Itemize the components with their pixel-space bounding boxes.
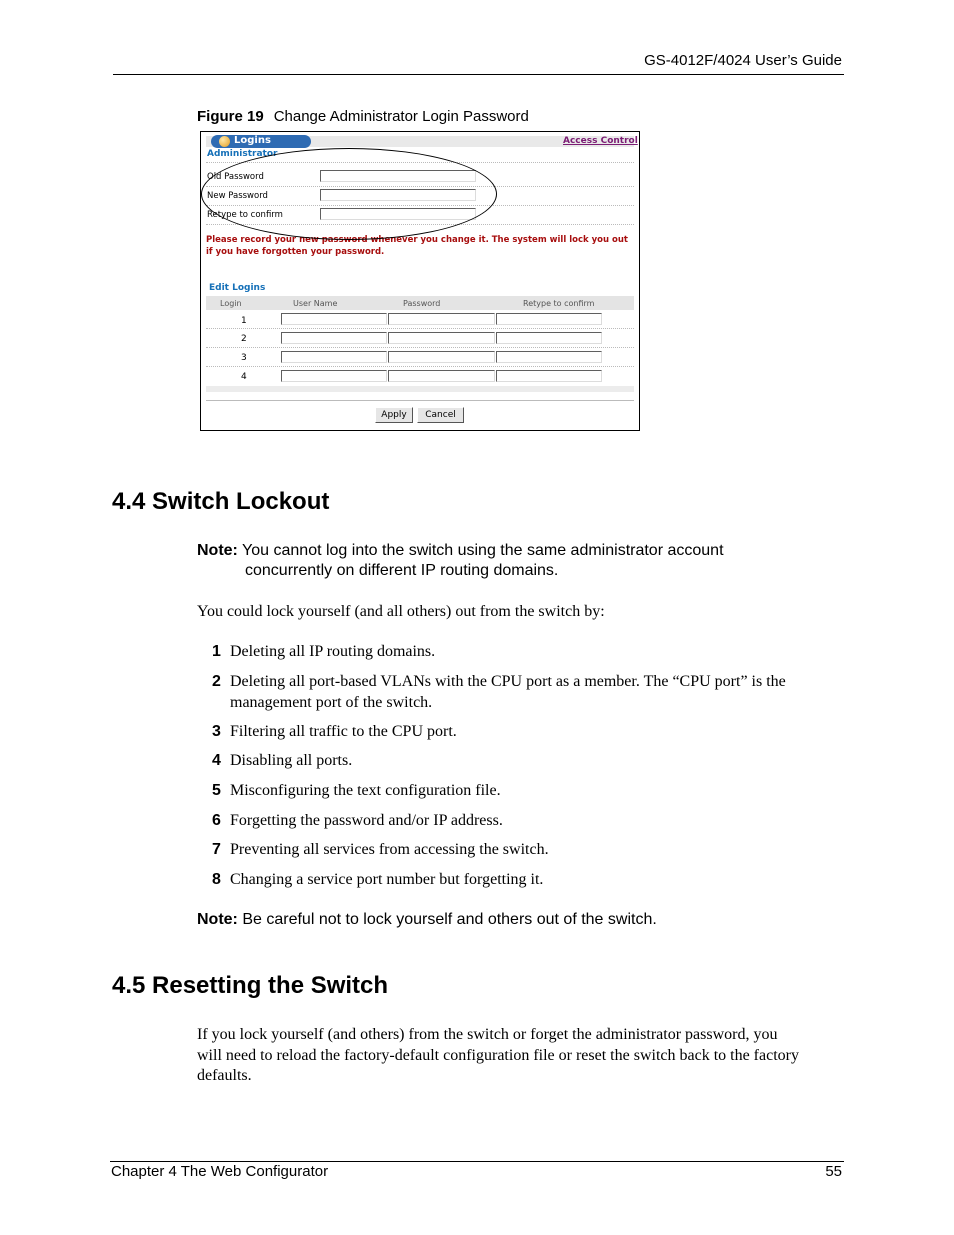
divider bbox=[206, 347, 634, 348]
page-number: 55 bbox=[825, 1163, 842, 1180]
reset-paragraph-line: If you lock yourself (and others) from the switch or forget the administrator password, you bbox=[197, 1026, 778, 1043]
row2-user-name-input[interactable] bbox=[281, 332, 387, 344]
list-item bbox=[212, 840, 842, 861]
list-item-text: Disabling all ports. bbox=[230, 752, 353, 769]
table-row-number: 3 bbox=[241, 353, 247, 363]
logins-tab-icon bbox=[219, 136, 230, 147]
administrator-section-title: Administrator bbox=[207, 149, 278, 159]
row3-user-name-input[interactable] bbox=[281, 351, 387, 363]
header-password: Password bbox=[403, 299, 441, 308]
note-label: Note: bbox=[197, 542, 238, 559]
highlight-ellipse bbox=[201, 148, 497, 240]
row2-retype-input[interactable] bbox=[496, 332, 602, 344]
list-item-number: 6 bbox=[212, 812, 221, 829]
row3-password-input[interactable] bbox=[388, 351, 495, 363]
logins-screenshot bbox=[200, 131, 640, 431]
table-row-number: 2 bbox=[241, 334, 247, 344]
list-item bbox=[212, 722, 842, 743]
list-item bbox=[212, 870, 842, 891]
row3-retype-input[interactable] bbox=[496, 351, 602, 363]
list-item-text: Preventing all services from accessing the switch. bbox=[230, 841, 549, 858]
note-be-careful bbox=[197, 910, 657, 930]
header-retype: Retype to confirm bbox=[523, 299, 595, 308]
note-text: Be careful not to lock yourself and others out of the switch. bbox=[242, 911, 657, 928]
list-item-number: 3 bbox=[212, 723, 221, 740]
row1-user-name-input[interactable] bbox=[281, 313, 387, 325]
old-password-label: Old Password bbox=[207, 172, 264, 182]
list-item-number: 5 bbox=[212, 782, 221, 799]
list-item bbox=[212, 672, 842, 713]
row4-password-input[interactable] bbox=[388, 370, 495, 382]
list-item-text: Forgetting the password and/or IP address. bbox=[230, 812, 503, 829]
divider bbox=[206, 366, 634, 367]
reset-paragraph-line: defaults. bbox=[197, 1067, 252, 1084]
section-4-4-title: 4.4 Switch Lockout bbox=[112, 488, 330, 515]
list-item bbox=[212, 811, 842, 832]
divider bbox=[206, 400, 634, 401]
figure-number: Figure 19 bbox=[197, 108, 264, 125]
list-item-text: Changing a service port number but forgetting it. bbox=[230, 871, 544, 888]
list-item-text: Filtering all traffic to the CPU port. bbox=[230, 723, 457, 740]
new-password-label: New Password bbox=[207, 191, 268, 201]
access-control-link[interactable]: Access Control bbox=[563, 136, 638, 146]
list-item-number: 2 bbox=[212, 673, 221, 690]
header-login: Login bbox=[220, 299, 242, 308]
table-footer-bar bbox=[206, 386, 634, 392]
figure-caption bbox=[197, 108, 529, 125]
row4-retype-input[interactable] bbox=[496, 370, 602, 382]
list-item-number: 7 bbox=[212, 841, 221, 858]
row1-retype-input[interactable] bbox=[496, 313, 602, 325]
list-item-text: Misconfiguring the text configuration file. bbox=[230, 782, 501, 799]
cancel-button[interactable]: Cancel bbox=[417, 407, 464, 423]
header-user-name: User Name bbox=[293, 299, 338, 308]
section-4-5-title: 4.5 Resetting the Switch bbox=[112, 972, 389, 999]
header-rule bbox=[113, 74, 844, 75]
running-header: GS-4012F/4024 User’s Guide bbox=[644, 52, 842, 69]
footer-rule bbox=[110, 1161, 844, 1162]
reset-paragraph-line: will need to reload the factory-default configuration file or reset the switch back to the factory bbox=[197, 1046, 799, 1064]
figure-caption-text: Change Administrator Login Password bbox=[273, 108, 529, 125]
retype-password-label: Retype to confirm bbox=[207, 210, 283, 220]
list-item bbox=[212, 642, 842, 663]
note-label: Note: bbox=[197, 911, 238, 928]
list-item-text: Deleting all port-based VLANs with the CPU port as a member. The “CPU port” is the management port of the switch. bbox=[230, 673, 786, 711]
list-item bbox=[212, 781, 842, 802]
list-item-text: Deleting all IP routing domains. bbox=[230, 643, 436, 660]
tab-logins-label: Logins bbox=[234, 135, 271, 146]
note-text-line2: concurrently on different IP routing domains. bbox=[245, 562, 559, 579]
table-row-number: 1 bbox=[241, 316, 247, 326]
note-cannot-log-in bbox=[197, 541, 724, 581]
apply-button[interactable]: Apply bbox=[375, 407, 413, 423]
list-item-number: 4 bbox=[212, 752, 221, 769]
lockout-intro: You could lock yourself (and all others) out from the switch by: bbox=[197, 603, 605, 620]
footer-chapter: Chapter 4 The Web Configurator bbox=[111, 1163, 329, 1180]
table-row-number: 4 bbox=[241, 372, 247, 382]
list-item-number: 8 bbox=[212, 871, 221, 888]
edit-logins-section-title: Edit Logins bbox=[209, 283, 266, 293]
row1-password-input[interactable] bbox=[388, 313, 495, 325]
list-item-number: 1 bbox=[212, 643, 221, 660]
row4-user-name-input[interactable] bbox=[281, 370, 387, 382]
note-text-line1: You cannot log into the switch using the same administrator account bbox=[242, 542, 724, 559]
list-item bbox=[212, 751, 842, 772]
divider bbox=[206, 328, 634, 329]
password-warning: Please record your new password whenever you change it. The system will lock you out if you have forgotten your password. bbox=[206, 235, 628, 257]
row2-password-input[interactable] bbox=[388, 332, 495, 344]
reset-paragraph bbox=[197, 1025, 847, 1087]
